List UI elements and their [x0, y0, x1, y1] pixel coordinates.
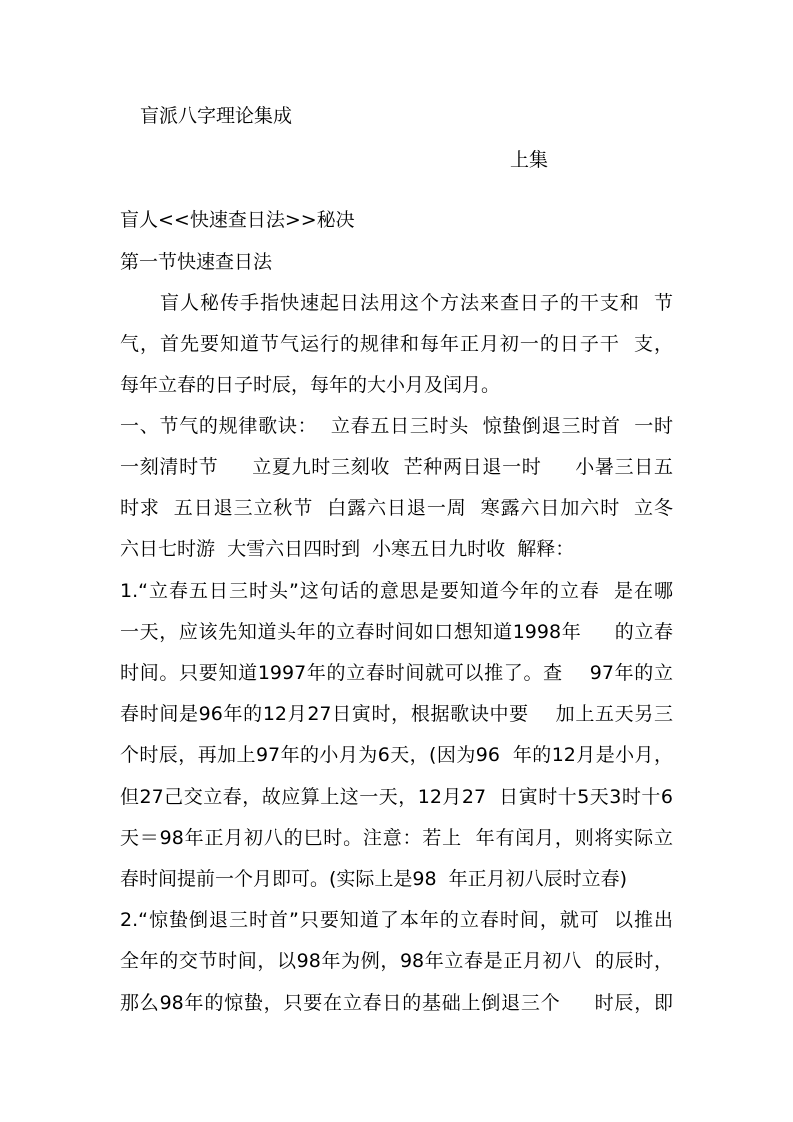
text-line: 个时辰，再加上97年的小月为6天，(因为96 年的12月是小月，	[120, 744, 673, 766]
text-line: 时求 五日退三立秋节 白露六日退一周 寒露六日加六时 立冬	[120, 497, 673, 519]
text-line: 六日七时游 大雪六日四时到 小寒五日九时收 解释：	[120, 538, 575, 560]
text-line: 那么98年的惊蛰，只要在立春日的基础上倒退三个 时辰，即	[120, 992, 673, 1014]
text-line: 时间。只要知道1997年的立春时间就可以推了。查 97年的立	[120, 662, 673, 684]
volume-label: 上集	[510, 149, 549, 171]
text-line: 春时间是96年的12月27日寅时，根据歌诀中要 加上五天另三	[120, 703, 673, 725]
text-line: 1.“立春五日三时头”这句话的意思是要知道今年的立春 是在哪	[120, 580, 673, 602]
text-line: 一刻清时节 立夏九时三刻收 芒种两日退一时 小暑三日五	[120, 456, 673, 478]
text-line: 气，首先要知道节气运行的规律和每年正月初一的日子干 支，	[120, 333, 673, 355]
subsection-heading: 第一节快速查日法	[120, 251, 273, 273]
text-line: 天＝98年正月初八的巳时。注意：若上 年有闰月，则将实际立	[120, 827, 673, 849]
section-heading: 盲人<<快速查日法>>秘决	[120, 209, 355, 231]
page-title: 盲派八字理论集成	[140, 105, 293, 127]
text-line: 一、节气的规律歌诀： 立春五日三时头 惊蛰倒退三时首 一时	[120, 415, 673, 437]
text-line: 春时间提前一个月即可。(实际上是98 年正月初八辰时立春)	[120, 868, 628, 890]
text-line: 全年的交节时间，以98年为例，98年立春是正月初八 的辰时，	[120, 950, 673, 972]
text-line: 2.“惊蛰倒退三时首”只要知道了本年的立春时间，就可 以推出	[120, 909, 673, 931]
text-line: 盲人秘传手指快速起日法用这个方法来查日子的干支和 节	[160, 292, 673, 314]
text-line: 但27己交立春，故应算上这一天，12月27 日寅时十5天3时十6	[120, 786, 673, 808]
text-line: 一天，应该先知道头年的立春时间如口想知道1998年 的立春	[120, 621, 673, 643]
text-line: 每年立春的日子时辰，每年的大小月及闰月。	[120, 374, 501, 396]
